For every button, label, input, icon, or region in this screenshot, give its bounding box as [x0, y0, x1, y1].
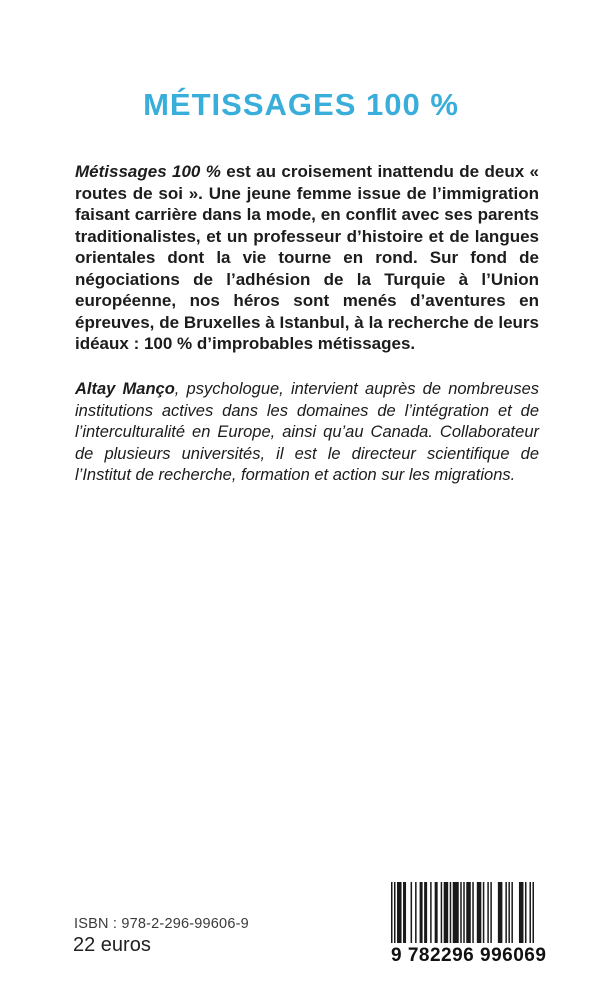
synopsis-lead-title: Métissages 100 %	[75, 162, 221, 181]
barcode	[391, 882, 547, 967]
barcode-bars	[391, 882, 535, 943]
author-name: Altay Manço	[75, 380, 175, 398]
isbn-text: ISBN : 978-2-296-99606-9	[74, 916, 249, 932]
author-bio-paragraph	[75, 379, 539, 487]
author-bio-text: , psychologue, intervient auprès de nombreuses institutions actives dans les domaines de l’intégration et de l’interculturalité en Europe, ainsi qu’au Canada. Collaborateur de plusieurs universités, il est le directeur scientifique de l’Institut de recherche, formation et action sur les migrations.	[75, 380, 540, 484]
barcode-digits: 9 782296 996069	[391, 945, 547, 966]
synopsis-paragraph	[75, 161, 539, 355]
book-title: MÉTISSAGES 100 %	[143, 86, 459, 122]
synopsis-text: est au croisement inattendu de deux « routes de soi ». Une jeune femme issue de l’immigration faisant carrière dans la mode, en conflit avec ses parents traditionalistes, et un professeur d’histoire et de langues orientales dont la vie tourne en rond. Sur fond de négociations de l’adhésion de la Turquie à l’Union européenne, nos héros sont menés d’aventures en épreuves, de Bruxelles à Istanbul, à la recherche de leurs idéaux : 100 % d’improbables métissages.	[75, 162, 539, 353]
price-text: 22 euros	[73, 934, 151, 956]
